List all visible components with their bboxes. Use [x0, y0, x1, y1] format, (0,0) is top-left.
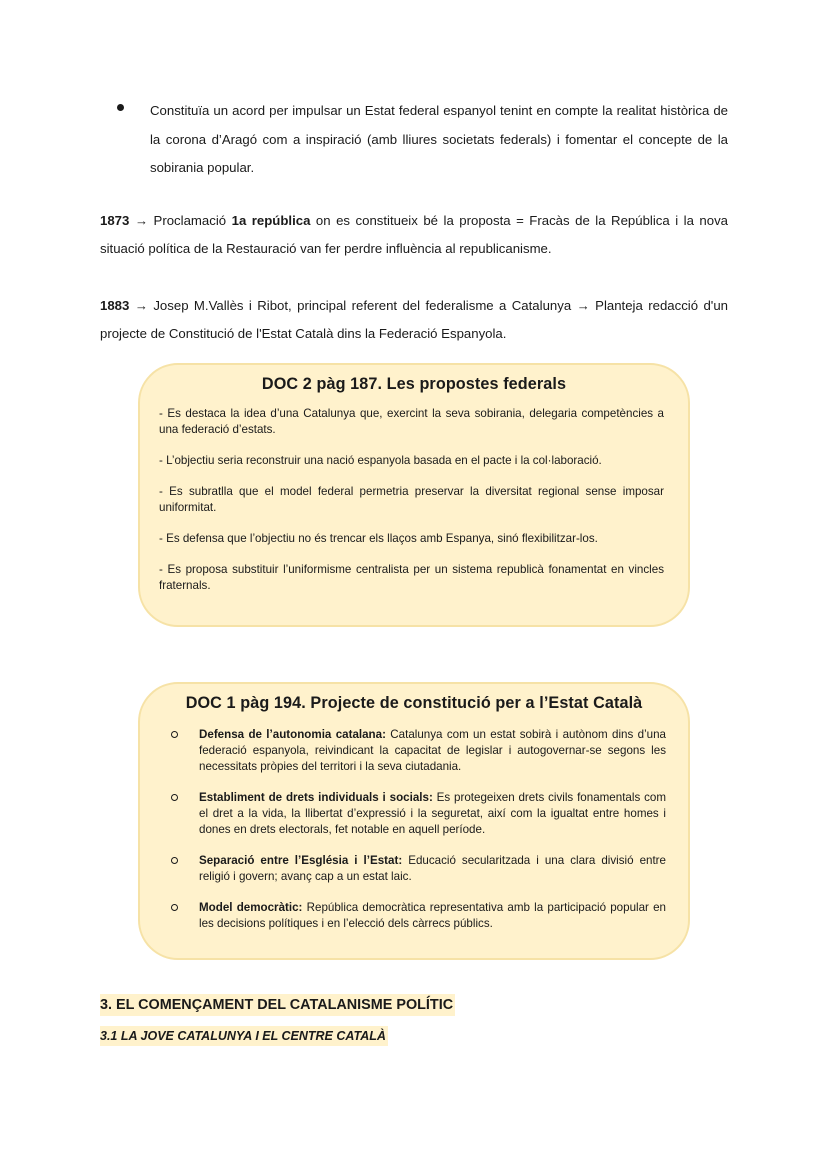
- p1873-post: on es constitueix bé la proposta = Fracàs de la República i la nova situació política de la Restauració van fer perdre influència al republicanisme.: [100, 213, 728, 256]
- doc2-box: [138, 363, 690, 627]
- doc1-item: [168, 900, 666, 932]
- doc2-item: - Es destaca la idea d’una Catalunya que, exercint la seva sobirania, delegaria competències a una federació d’estats.: [159, 407, 664, 436]
- paragraph-1883: [100, 292, 728, 348]
- circle-bullet-icon: [171, 731, 178, 738]
- doc2-item: - Es subratlla que el model federal permetria preservar la diversitat regional sense imposar uniformitat.: [159, 485, 664, 514]
- circle-bullet-icon: [171, 857, 178, 864]
- paragraph-1873: [100, 207, 728, 263]
- bullet-text: Constituïa un acord per impulsar un Estat federal espanyol tenint en compte la realitat històrica de la corona d’Aragó com a inspiració (amb lliures societats federals) i fomentar el concepte de la sobirania popular.: [150, 103, 728, 175]
- doc1-box: [138, 682, 690, 960]
- p1873-pre: → Proclamació: [129, 213, 232, 228]
- bullet-item: [117, 97, 728, 183]
- section-3-heading: 3. EL COMENÇAMENT DEL CATALANISME POLÍTIC: [100, 994, 455, 1016]
- doc1-item-text: Educació secularitzada i una clara divisió entre religió i govern; avanç cap a un estat laic.: [199, 854, 666, 883]
- doc1-item-head: Model democràtic:: [199, 901, 303, 914]
- doc2-list: [159, 406, 664, 594]
- year-1873: 1873: [100, 213, 130, 228]
- doc1-item-head: Separació entre l’Església i l’Estat:: [199, 854, 403, 867]
- bullet-dot-icon: [117, 104, 124, 111]
- p1883-text: → Josep M.Vallès i Ribot, principal referent del federalisme a Catalunya → Planteja redacció d'un projecte de Constitució de l'Estat Català dins la Federació Espanyola.: [100, 298, 728, 341]
- doc1-item-head: Defensa de l’autonomia catalana:: [199, 728, 386, 741]
- doc2-item: - L’objectiu seria reconstruir una nació espanyola basada en el pacte i la col·laboració.: [159, 454, 602, 467]
- circle-bullet-icon: [171, 904, 178, 911]
- circle-bullet-icon: [171, 794, 178, 801]
- doc1-item: [168, 727, 666, 775]
- doc1-item: [168, 853, 666, 885]
- doc2-item: - Es defensa que l’objectiu no és trencar els llaços amb Espanya, sinó flexibilitzar-los.: [159, 532, 598, 545]
- doc1-item-text: Es protegeixen drets civils fonamentals com el dret a la vida, la llibertat d’expressió i la seguretat, així com la igualtat entre homes i dones en drets electorals, fet notable en aquell període.: [199, 791, 666, 836]
- year-1883: 1883: [100, 298, 130, 313]
- doc1-item: [168, 790, 666, 838]
- doc1-item-text: República democràtica representativa amb la participació popular en les decisions polítiques i en l’elecció dels càrrecs públics.: [199, 901, 666, 930]
- section-3-1-heading: 3.1 LA JOVE CATALUNYA I EL CENTRE CATALÀ: [100, 1026, 388, 1046]
- doc1-item-text: Catalunya com un estat sobirà i autònom dins d’una federació espanyola, reivindicant la capacitat de legislar i autogovernar-se segons les necessitats pròpies del territori i la seva ciutadania.: [199, 728, 666, 773]
- doc1-item-head: Establiment de drets individuals i socials:: [199, 791, 433, 804]
- doc1-list: [168, 727, 666, 932]
- doc1-title: DOC 1 pàg 194. Projecte de constitució per a l’Estat Català: [185, 694, 643, 712]
- doc2-item: - Es proposa substituir l’uniformisme centralista per un sistema republicà fonamentat en vincles fraternals.: [159, 563, 664, 592]
- doc2-title: DOC 2 pàg 187. Les propostes federals: [261, 375, 567, 393]
- p1873-bold: 1a república: [231, 213, 311, 228]
